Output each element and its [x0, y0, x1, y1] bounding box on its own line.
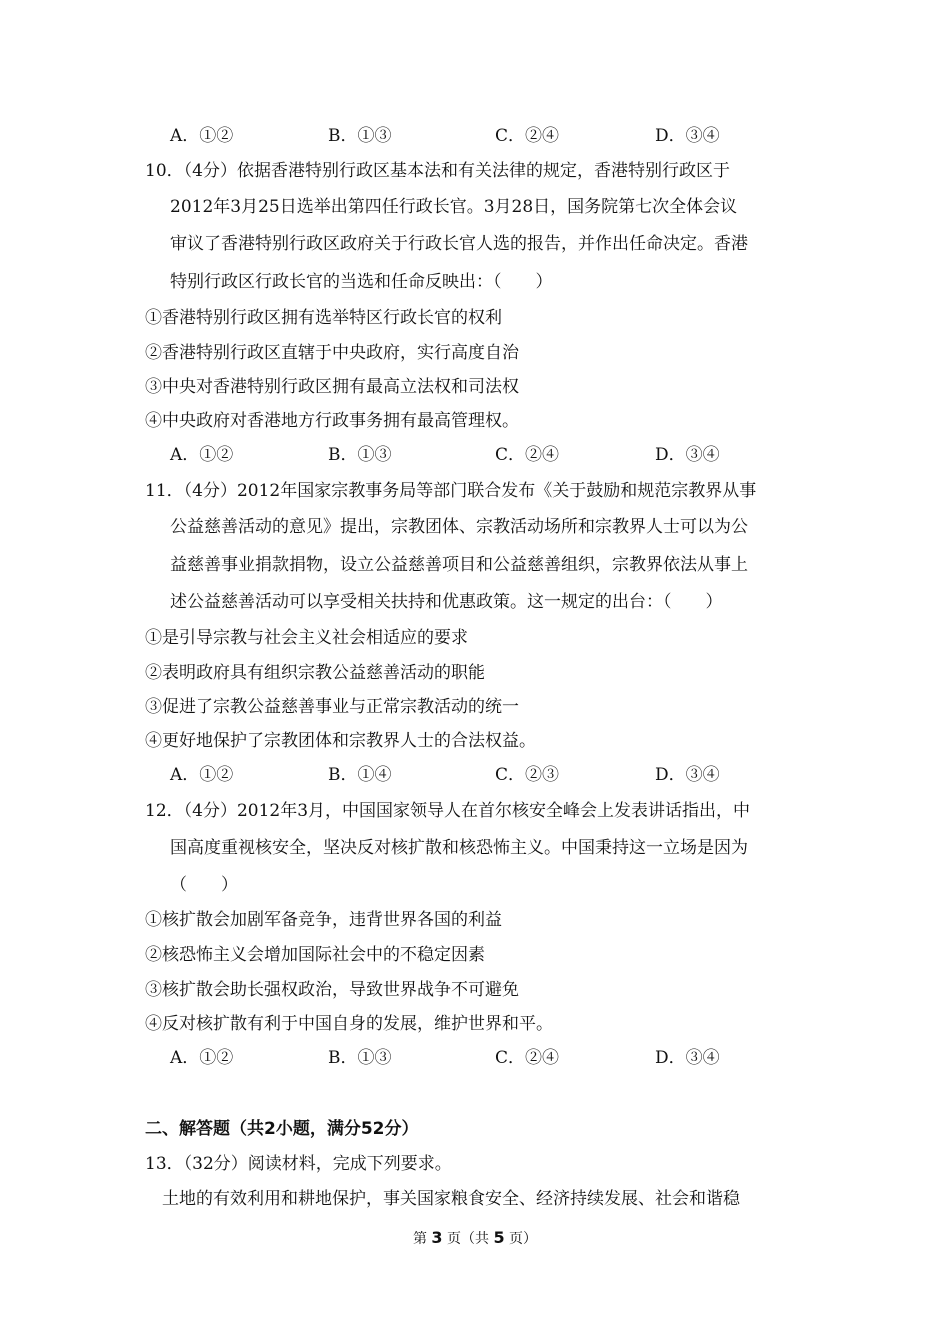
- q11-stem-line-3: 益慈善事业捐款捐物，设立公益慈善项目和公益慈善组织，宗教界依法从事上: [170, 555, 748, 575]
- q10-option-d[interactable]: D．③④: [655, 445, 720, 465]
- q10-option-c[interactable]: C．②④: [495, 445, 560, 465]
- q12-item-2: ②核恐怖主义会增加国际社会中的不稳定因素: [145, 945, 485, 965]
- footer-page-number: 3: [431, 1228, 443, 1247]
- q12-option-d[interactable]: D．③④: [655, 1048, 720, 1068]
- q9-option-c[interactable]: C．②④: [495, 126, 560, 146]
- q9-option-d[interactable]: D．③④: [655, 126, 720, 146]
- q11-option-b[interactable]: B．①④: [328, 765, 392, 785]
- footer-total-pages: 5: [493, 1228, 505, 1247]
- footer-prefix: 第: [412, 1231, 427, 1247]
- q10-stem-line-4: 特别行政区行政长官的当选和任命反映出：（ ）: [170, 272, 553, 292]
- q10-item-3: ③中央对香港特别行政区拥有最高立法权和司法权: [145, 377, 519, 397]
- q13-stem: 13．（32分）阅读材料，完成下列要求。: [145, 1154, 452, 1174]
- q10-stem-line-1: 10．（4分）依据香港特别行政区基本法和有关法律的规定，香港特别行政区于: [145, 161, 730, 181]
- q12-item-4: ④反对核扩散有利于中国自身的发展，维护世界和平。: [145, 1014, 553, 1034]
- q11-option-d[interactable]: D．③④: [655, 765, 720, 785]
- q12-option-b[interactable]: B．①③: [328, 1048, 392, 1068]
- q10-item-1: ①香港特别行政区拥有选举特区行政长官的权利: [145, 308, 502, 328]
- q13-material-line-1: 土地的有效利用和耕地保护，事关国家粮食安全、经济持续发展、社会和谐稳: [162, 1189, 740, 1209]
- q12-stem-line-2: 国高度重视核安全，坚决反对核扩散和核恐怖主义。中国秉持这一立场是因为: [170, 838, 748, 858]
- page-footer: [0, 1228, 950, 1249]
- q12-stem-line-1: 12．（4分）2012年3月，中国国家领导人在首尔核安全峰会上发表讲话指出，中: [145, 801, 751, 821]
- q10-option-a[interactable]: A．①②: [170, 445, 234, 465]
- q10-stem-line-2: 2012年3月25日选举出第四任行政长官。3月28日，国务院第七次全体会议: [170, 197, 738, 217]
- q12-option-c[interactable]: C．②④: [495, 1048, 560, 1068]
- q11-item-1: ①是引导宗教与社会主义社会相适应的要求: [145, 628, 468, 648]
- q12-option-a[interactable]: A．①②: [170, 1048, 234, 1068]
- q11-stem-line-4: 述公益慈善活动可以享受相关扶持和优惠政策。这一规定的出台：（ ）: [170, 592, 723, 612]
- q11-option-a[interactable]: A．①②: [170, 765, 234, 785]
- q9-option-b[interactable]: B．①③: [328, 126, 392, 146]
- q12-item-3: ③核扩散会助长强权政治，导致世界战争不可避免: [145, 980, 519, 1000]
- footer-suffix: 页）: [509, 1231, 538, 1247]
- footer-middle: 页（共: [447, 1231, 489, 1247]
- q10-item-4: ④中央政府对香港地方行政事务拥有最高管理权。: [145, 411, 519, 431]
- section-heading: 二、解答题（共2小题，满分52分）: [145, 1119, 419, 1139]
- q11-option-c[interactable]: C．②③: [495, 765, 560, 785]
- q11-item-3: ③促进了宗教公益慈善事业与正常宗教活动的统一: [145, 697, 519, 717]
- q10-item-2: ②香港特别行政区直辖于中央政府，实行高度自治: [145, 343, 519, 363]
- q11-stem-line-2: 公益慈善活动的意见》提出，宗教团体、宗教活动场所和宗教界人士可以为公: [170, 517, 748, 537]
- q12-item-1: ①核扩散会加剧军备竞争，违背世界各国的利益: [145, 910, 502, 930]
- q11-item-4: ④更好地保护了宗教团体和宗教界人士的合法权益。: [145, 731, 536, 751]
- q12-stem-line-3: （ ）: [170, 875, 238, 895]
- q9-option-a[interactable]: A．①②: [170, 126, 234, 146]
- q10-stem-line-3: 审议了香港特别行政区政府关于行政长官人选的报告，并作出任命决定。香港: [170, 234, 748, 254]
- q11-stem-line-1: 11．（4分）2012年国家宗教事务局等部门联合发布《关于鼓励和规范宗教界从事: [145, 481, 757, 501]
- q10-option-b[interactable]: B．①③: [328, 445, 392, 465]
- q11-item-2: ②表明政府具有组织宗教公益慈善活动的职能: [145, 663, 485, 683]
